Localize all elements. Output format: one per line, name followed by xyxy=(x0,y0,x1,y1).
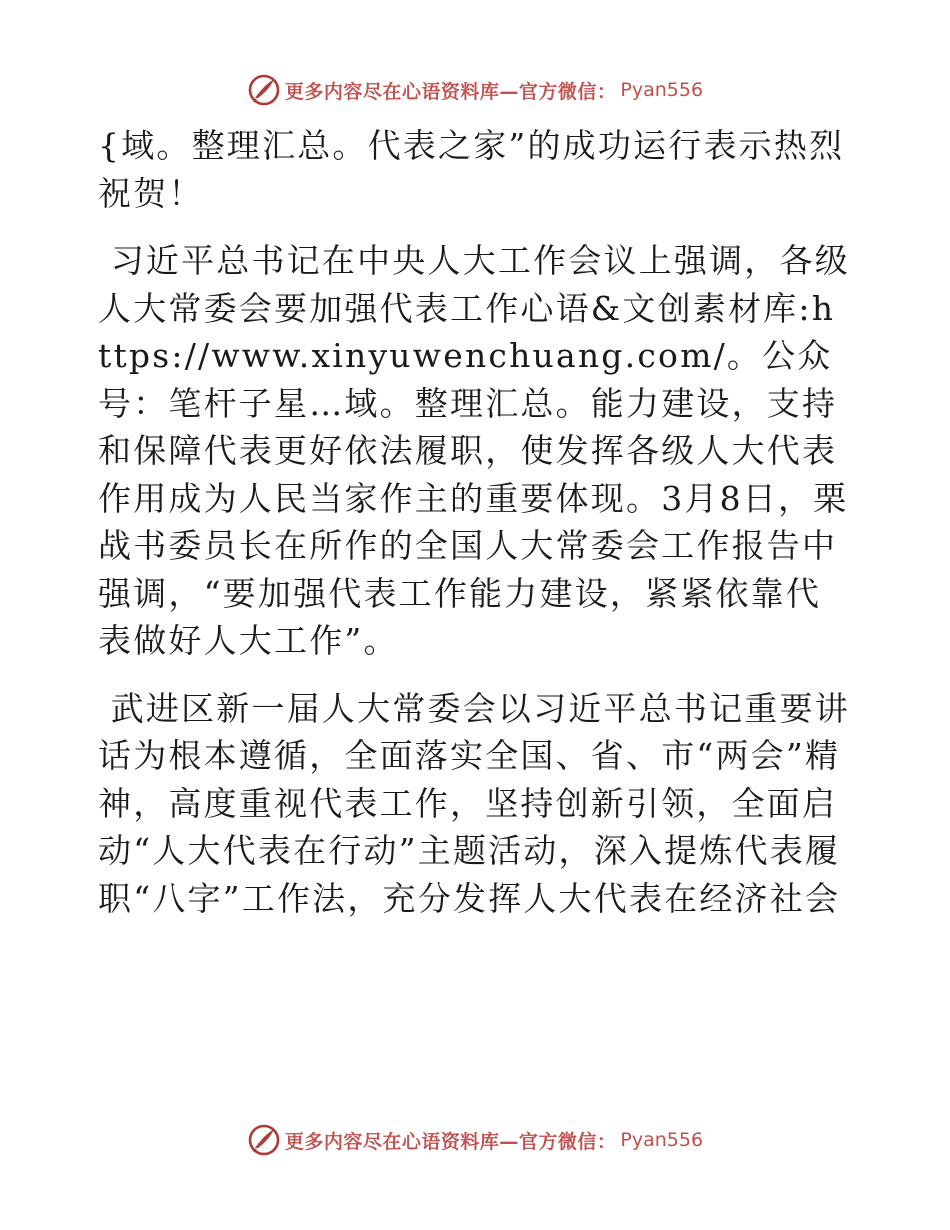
header-banner xyxy=(0,70,950,110)
wechat-id: Pyan556 xyxy=(620,79,704,101)
wechat-id: Pyan556 xyxy=(620,1129,704,1151)
paragraph-1: {域。整理汇总。代表之家”的成功运行表示热烈祝贺！ xyxy=(98,126,845,213)
banner-text: 更多内容尽在心语资料库—官方微信： xyxy=(284,80,617,103)
banner-text: 更多内容尽在心语资料库—官方微信： xyxy=(284,1130,617,1153)
paragraph-2: 习近平总书记在中央人大工作会议上强调，各级人大常委会要加强代表工作心语&文创素材库:https://www.xinyuwenchuang.com/。公众号：笔杆子星…域。整理汇总。能力建设，支持和保障代表更好依法履职，使发挥各级人大代表作用成为人民当家作主的重要体现。3月8日，栗战书委员长在所作的全国人大常委会工作报告中强调，“要加强代表工作能力建设，紧紧依靠代表做好人大工作”。 xyxy=(98,241,850,660)
footer-banner xyxy=(0,1120,950,1160)
paragraph-3: 武进区新一届人大常委会以习近平总书记重要讲话为根本遵循，全面落实全国、省、市“两会”精神，高度重视代表工作，坚持创新引领，全面启动“人大代表在行动”主题活动，深入提炼代表履职“八字”工作法，充分发挥人大代表在经济社会 xyxy=(98,688,850,918)
document-body xyxy=(98,122,850,922)
feather-pen-seal-icon xyxy=(247,1123,281,1157)
feather-pen-seal-icon xyxy=(247,73,281,107)
